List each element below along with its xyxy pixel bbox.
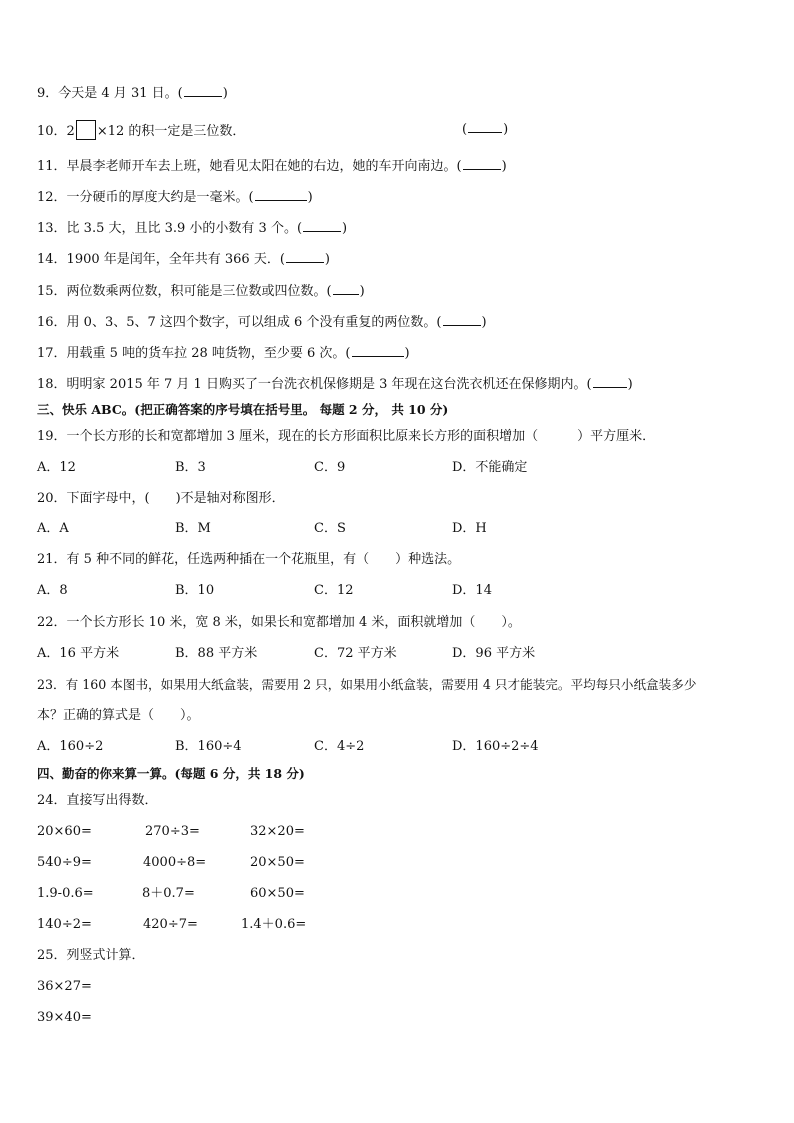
answer-blank[interactable] <box>303 219 341 232</box>
option-b[interactable]: B．88 平方米 <box>175 646 258 661</box>
answer-blank[interactable] <box>184 84 222 97</box>
option-c[interactable]: C．4÷2 <box>314 739 365 754</box>
answer-blank[interactable] <box>463 157 501 170</box>
calc-item: 20×60= <box>37 824 92 839</box>
question-23-line-1: 23．有 160 本图书，如果用大纸盒装，需要用 2 只，如果用小纸盒装，需要用 4 只才能装完。平均每只小纸盒装多少 <box>37 677 697 692</box>
answer-blank[interactable] <box>352 344 404 357</box>
option-d[interactable]: D．H <box>452 521 487 536</box>
question-24: 24．直接写出得数． <box>37 793 158 808</box>
answer-blank[interactable] <box>286 250 324 263</box>
section-4-heading: 四、勤奋的你来算一算。(每题 6 分，共 18 分) <box>37 766 305 781</box>
option-a[interactable]: A．A <box>37 521 69 536</box>
option-b[interactable]: B．3 <box>175 460 206 475</box>
question-15: 15．两位数乘两位数，积可能是三位数或四位数。( ) <box>37 284 365 299</box>
option-d[interactable]: D．160÷2÷4 <box>452 739 539 754</box>
option-d[interactable]: D．不能确定 <box>452 460 528 475</box>
calc-item: 8＋0.7= <box>142 886 195 901</box>
answer-blank[interactable] <box>255 188 307 201</box>
option-c[interactable]: C．S <box>314 521 346 536</box>
calc-item: 60×50= <box>250 886 305 901</box>
question-23-line-2: 本？正确的算式是（ ）。 <box>37 708 200 723</box>
question-21: 21．有 5 种不同的鲜花，任选两种插在一个花瓶里，有（ ）种选法。 <box>37 552 461 567</box>
question-19: 19．一个长方形的长和宽都增加 3 厘米，现在的长方形面积比原来长方形的面积增加（ ）平方厘米． <box>37 429 656 444</box>
question-13: 13．比 3.5 大，且比 3.9 小的小数有 3 个。( ) <box>37 221 348 236</box>
calc-item: 420÷7= <box>143 917 198 932</box>
question-10: 10．2 ×12 的积一定是三位数． <box>37 120 245 140</box>
calc-item: 1.4＋0.6= <box>241 917 307 932</box>
option-b[interactable]: B．10 <box>175 583 215 598</box>
option-a[interactable]: A．8 <box>37 583 68 598</box>
calc-item: 140÷2= <box>37 917 92 932</box>
option-c[interactable]: C．12 <box>314 583 354 598</box>
option-d[interactable]: D．14 <box>452 583 492 598</box>
answer-blank[interactable] <box>468 120 502 133</box>
calc-item: 4000÷8= <box>143 855 207 870</box>
option-a[interactable]: A．16 平方米 <box>37 646 120 661</box>
calc-item: 20×50= <box>250 855 305 870</box>
question-11: 11．早晨李老师开车去上班，她看见太阳在她的右边，她的车开向南边。( ) <box>37 159 507 174</box>
option-b[interactable]: B．160÷4 <box>175 739 242 754</box>
option-c[interactable]: C．72 平方米 <box>314 646 397 661</box>
calc-item: 540÷9= <box>37 855 92 870</box>
question-22: 22．一个长方形长 10 米，宽 8 米，如果长和宽都增加 4 米，面积就增加（ ）。 <box>37 615 521 630</box>
option-a[interactable]: A．160÷2 <box>37 739 104 754</box>
question-14: 14．1900 年是闰年，全年共有 366 天．( ) <box>37 252 330 267</box>
question-18: 18．明明家 2015 年 7 月 1 日购买了一台洗衣机保修期是 3 年现在这台洗衣机还在保修期内。( ) <box>37 377 633 392</box>
calc-item: 32×20= <box>250 824 305 839</box>
section-3-heading: 三、快乐 ABC。(把正确答案的序号填在括号里。 每题 2 分， 共 10 分) <box>37 402 449 417</box>
option-a[interactable]: A．12 <box>37 460 76 475</box>
option-c[interactable]: C．9 <box>314 460 346 475</box>
question-17: 17．用载重 5 吨的货车拉 28 吨货物，至少要 6 次。( ) <box>37 346 410 361</box>
answer-blank[interactable] <box>593 375 627 388</box>
calc-item: 270÷3= <box>145 824 200 839</box>
answer-blank[interactable] <box>333 282 359 295</box>
question-10-answer: ( ) <box>462 122 509 137</box>
question-25: 25．列竖式计算． <box>37 948 145 963</box>
question-9: 9．今天是 4 月 31 日。( ) <box>37 86 228 101</box>
question-16: 16．用 0、3、5、7 这四个数字，可以组成 6 个没有重复的两位数。( ) <box>37 315 487 330</box>
digit-box[interactable] <box>76 120 96 140</box>
vertical-calc-item: 36×27= <box>37 979 92 994</box>
question-20: 20．下面字母中，( )不是轴对称图形． <box>37 491 285 506</box>
question-12: 12．一分硬币的厚度大约是一毫米。( ) <box>37 190 313 205</box>
option-d[interactable]: D．96 平方米 <box>452 646 536 661</box>
vertical-calc-item: 39×40= <box>37 1010 92 1025</box>
calc-item: 1.9-0.6= <box>37 886 94 901</box>
option-b[interactable]: B．M <box>175 521 211 536</box>
answer-blank[interactable] <box>443 313 481 326</box>
